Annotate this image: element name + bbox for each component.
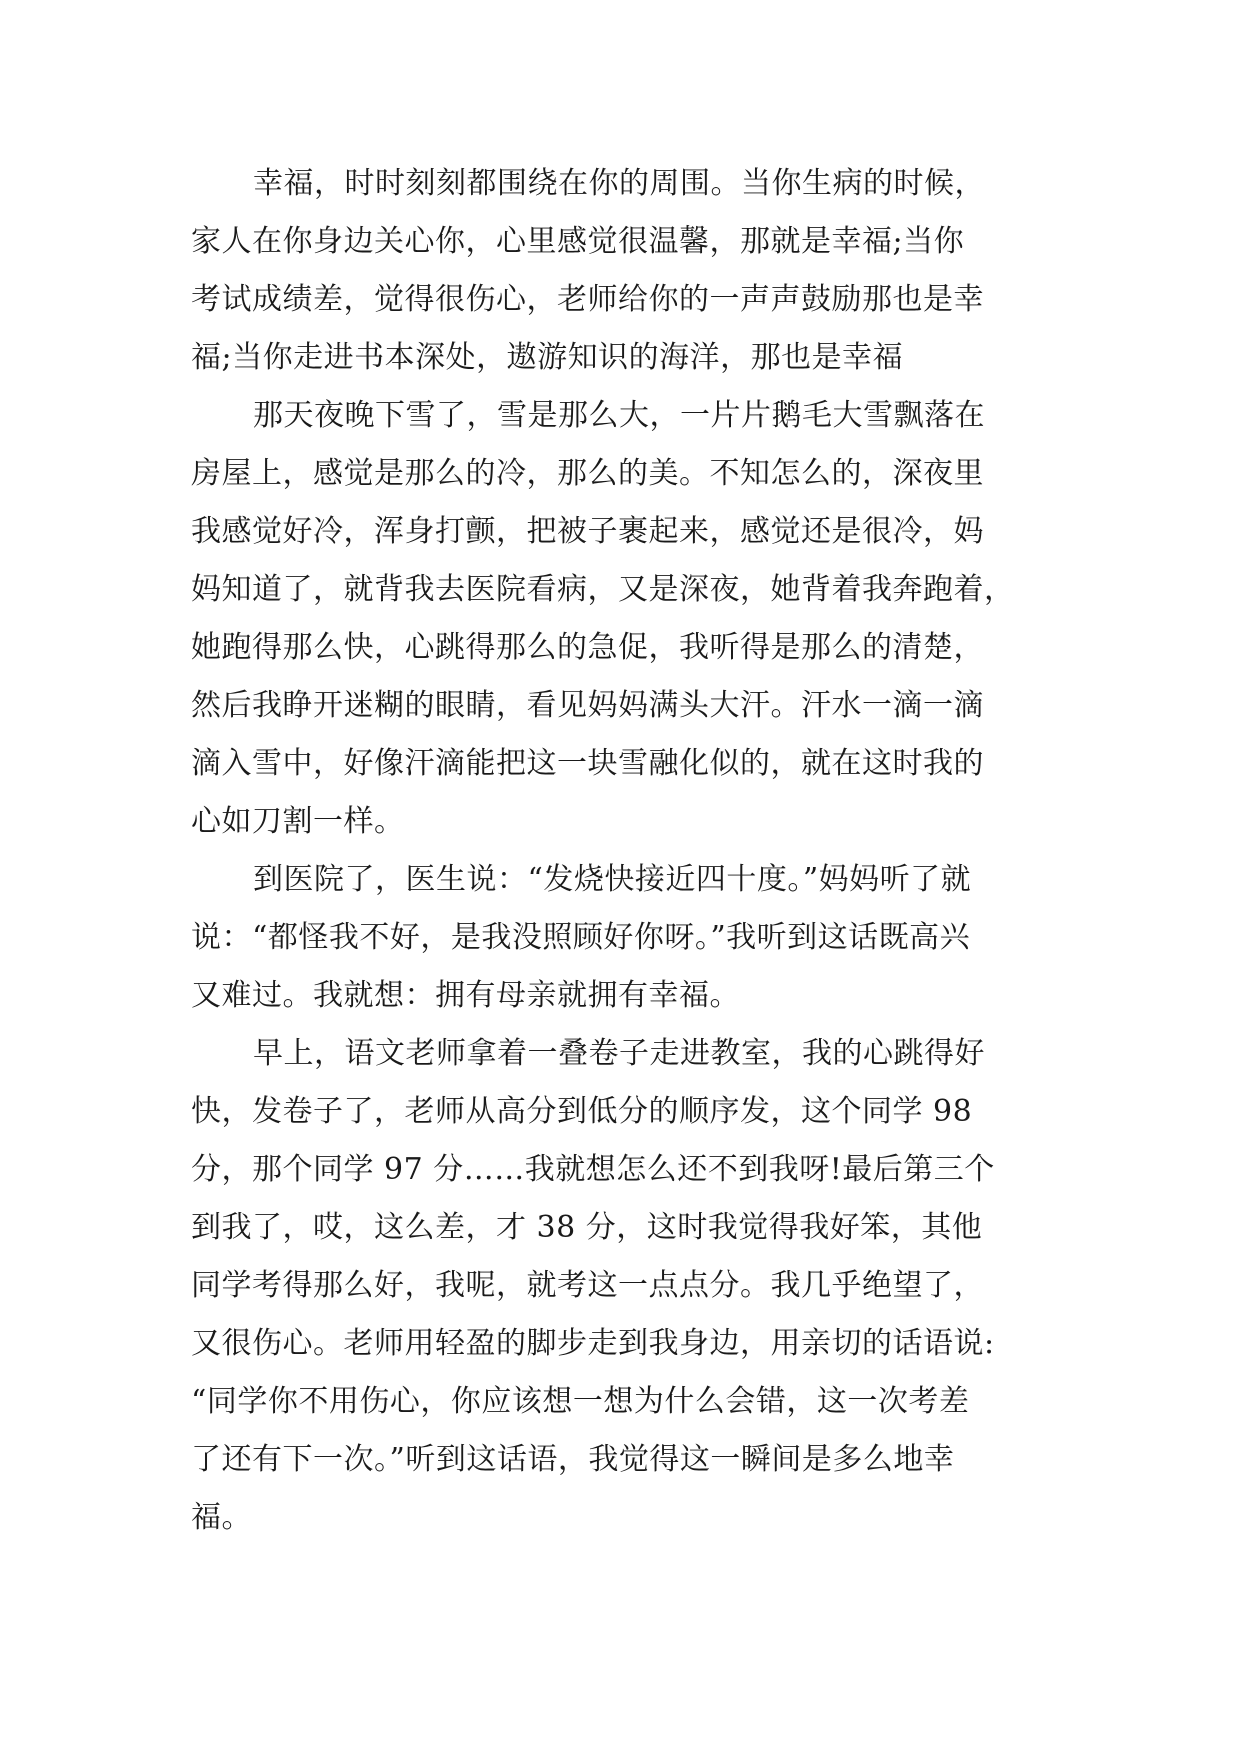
- document-body: [191, 155, 1071, 1547]
- text-line: 到医院了，医生说：“发烧快接近四十度。”妈妈听了就: [253, 862, 972, 897]
- paragraph-2: [191, 387, 1071, 851]
- text-line: 早上，语文老师拿着一叠卷子走进教室，我的心跳得好: [253, 1036, 985, 1071]
- text-line: 快，发卷子了，老师从高分到低分的顺序发，这个同学 98: [191, 1094, 973, 1129]
- text-line: 同学考得那么好，我呢，就考这一点点分。我几乎绝望了，: [191, 1268, 984, 1303]
- text-line: 心如刀割一样。: [191, 804, 405, 839]
- text-line: 幸福，时时刻刻都围绕在你的周围。当你生病的时候，: [253, 166, 985, 201]
- text-line: 妈知道了，就背我去医院看病，又是深夜，她背着我奔跑着，: [191, 572, 1015, 607]
- text-line: 到我了，哎，这么差，才 38 分，这时我觉得我好笨，其他: [191, 1210, 983, 1245]
- text-line: 那天夜晚下雪了，雪是那么大，一片片鹅毛大雪飘落在: [253, 398, 985, 433]
- paragraph-1: [191, 155, 1071, 387]
- text-line: 她跑得那么快，心跳得那么的急促，我听得是那么的清楚，: [191, 630, 984, 665]
- text-line: 说：“都怪我不好，是我没照顾好你呀。”我听到这话既高兴: [191, 920, 971, 955]
- text-line: 考试成绩差，觉得很伤心，老师给你的一声声鼓励那也是幸: [191, 282, 984, 317]
- text-line: 我感觉好冷，浑身打颤，把被子裹起来，感觉还是很冷，妈: [191, 514, 984, 549]
- text-line: 家人在你身边关心你，心里感觉很温馨，那就是幸福;当你: [191, 224, 965, 259]
- text-line: 分，那个同学 97 分……我就想怎么还不到我呀!最后第三个: [191, 1152, 995, 1187]
- text-line: 又难过。我就想：拥有母亲就拥有幸福。: [191, 978, 740, 1013]
- text-line: 福;当你走进书本深处，遨游知识的海洋，那也是幸福: [191, 340, 904, 375]
- paragraph-4: [191, 1025, 1071, 1547]
- text-line: 福。: [191, 1500, 252, 1535]
- text-line: 滴入雪中，好像汗滴能把这一块雪融化似的，就在这时我的: [191, 746, 984, 781]
- text-line: 又很伤心。老师用轻盈的脚步走到我身边，用亲切的话语说:: [191, 1326, 995, 1361]
- paragraph-3: [191, 851, 1071, 1025]
- text-line: 了还有下一次。”听到这话语，我觉得这一瞬间是多么地幸: [191, 1442, 955, 1477]
- text-line: 房屋上，感觉是那么的冷，那么的美。不知怎么的，深夜里: [191, 456, 984, 491]
- text-line: 然后我睁开迷糊的眼睛，看见妈妈满头大汗。汗水一滴一滴: [191, 688, 984, 723]
- text-line: “同学你不用伤心，你应该想一想为什么会错，这一次考差: [191, 1384, 970, 1419]
